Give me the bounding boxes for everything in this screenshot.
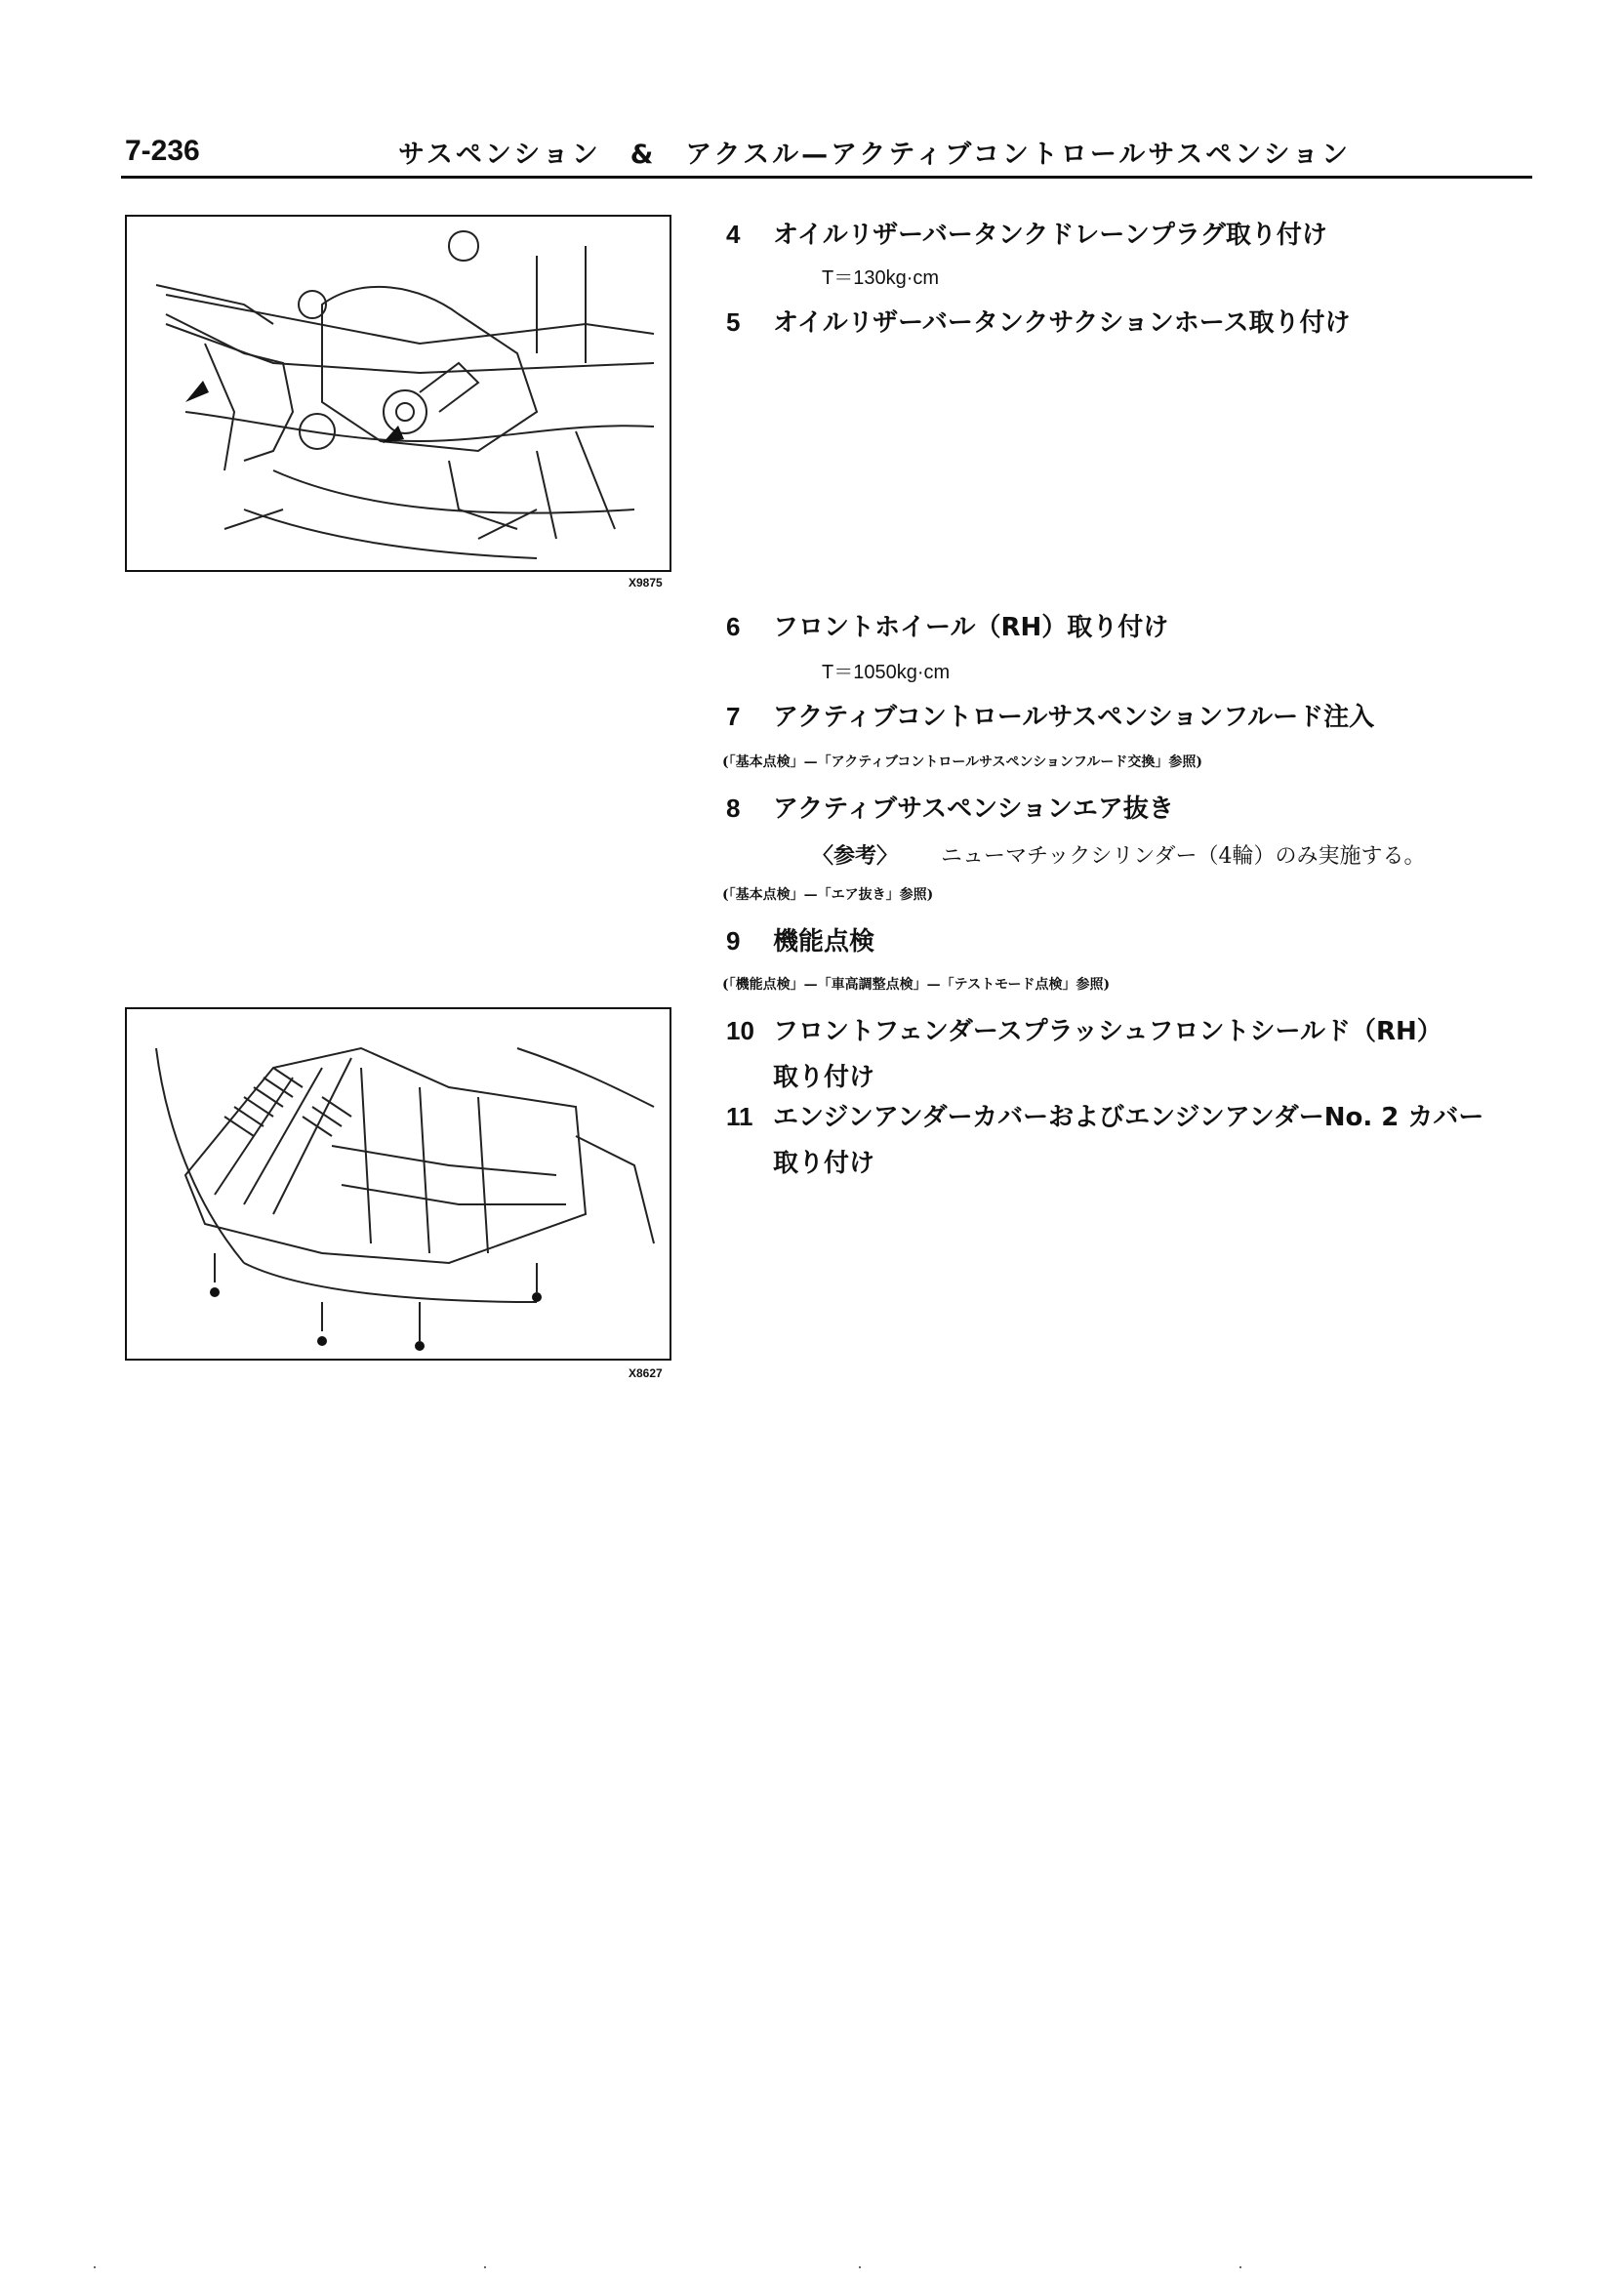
step-number: 5: [726, 307, 741, 337]
header-divider: [121, 176, 1532, 179]
step-text: アクティブコントロールサスペンションフルード注入: [773, 703, 1375, 732]
step-text: オイルリザーバータンクドレーンプラグ取り付け: [773, 221, 1327, 250]
under-cover-illustration: [127, 1009, 670, 1359]
step-4: [726, 215, 1327, 251]
page-title: サスペンション & アクスル—アクティブコントロールサスペンション: [398, 140, 1352, 170]
scan-speck: [1239, 2266, 1241, 2268]
step-text-continued: 取り付け: [773, 1063, 875, 1092]
step-5: [726, 303, 1351, 339]
step-6: [726, 607, 1168, 643]
step-number: 6: [726, 612, 741, 641]
reference-note: (「機能点検」—「車高調整点検」—「テストモード点検」参照): [722, 977, 1111, 993]
step-8: [726, 789, 1174, 825]
step-number: 10: [726, 1016, 754, 1045]
step-7: [726, 697, 1374, 733]
step-text-continued: 取り付け: [773, 1149, 875, 1178]
step-number: 8: [726, 794, 741, 823]
torque-value: T＝130kg·cm: [822, 267, 940, 289]
step-text: エンジンアンダーカバーおよびエンジンアンダーNo. 2 カバー: [773, 1103, 1484, 1132]
figure-reservoir-drain-plug: [125, 215, 671, 572]
step-text: 機能点検: [773, 927, 875, 957]
reference-tip: [812, 839, 1425, 870]
tip-text: ニューマチックシリンダー（4輪）のみ実施する。: [941, 844, 1426, 869]
scan-speck: [94, 2266, 96, 2268]
torque-value: T＝1050kg·cm: [822, 662, 951, 683]
step-10: [726, 1011, 1442, 1093]
scan-speck: [484, 2266, 486, 2268]
figure-code-1: X9875: [629, 576, 663, 590]
figure-code-2: X8627: [629, 1366, 663, 1380]
step-text: フロントフェンダースプラッシュフロントシールド（RH）: [773, 1017, 1442, 1046]
scan-speck: [859, 2266, 861, 2268]
step-text: アクティブサスペンションエア抜き: [773, 794, 1174, 824]
reference-note: (「基本点検」—「アクティブコントロールサスペンションフルード交換」参照): [722, 754, 1202, 770]
page-number: 7-236: [125, 135, 200, 167]
reservoir-illustration: [127, 217, 670, 570]
figure-engine-under-cover: [125, 1007, 671, 1361]
step-11: [726, 1097, 1483, 1179]
step-number: 4: [726, 220, 741, 249]
step-number: 11: [726, 1102, 753, 1131]
step-9: [726, 921, 874, 957]
step-number: 9: [726, 926, 741, 956]
reference-note: (「基本点検」—「エア抜き」参照): [722, 887, 934, 903]
step-text: フロントホイール（RH）取り付け: [773, 613, 1169, 642]
step-number: 7: [726, 702, 741, 731]
tip-label: 〈参考〉: [812, 843, 899, 869]
step-text: オイルリザーバータンクサクションホース取り付け: [773, 308, 1351, 338]
